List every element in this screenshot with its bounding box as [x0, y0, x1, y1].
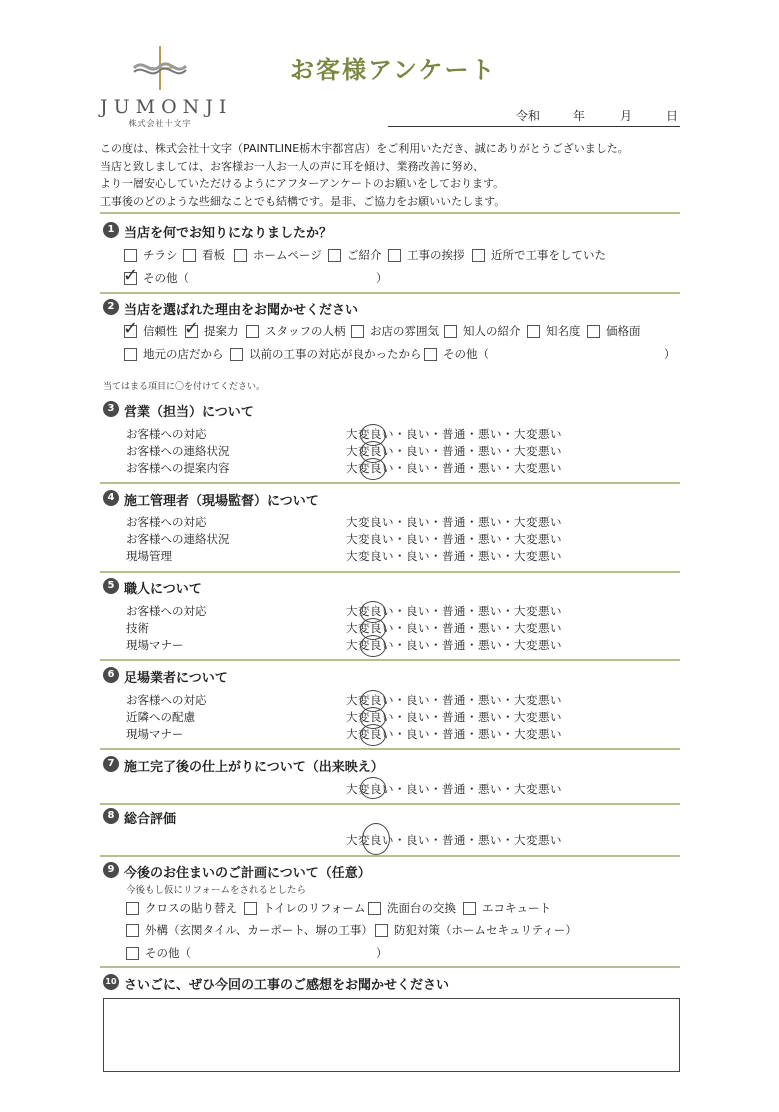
section-number-badge: 8 [103, 808, 119, 824]
intro-line: この度は、株式会社十文字（PAINTLINE栃木宇都宮店）をご利用いただき、誠にありがとうございました。 [100, 142, 629, 155]
comment-textarea[interactable] [103, 998, 680, 1072]
q9-subtitle: 今後もし仮にリフォームをされるとしたら [126, 885, 307, 896]
q3-rating-scale[interactable]: 大変良い・良い・普通・悪い・大変悪い [346, 461, 562, 475]
q5-rating-scale[interactable]: 大変良い・良い・普通・悪い・大変悪い [346, 638, 562, 652]
section-number-badge: 10 [103, 974, 119, 990]
q5-title: 職人について [124, 582, 202, 597]
divider [100, 966, 680, 968]
checkbox[interactable] [126, 924, 139, 937]
intro-line: より一層安心していただけるようにアフターアンケートのお願いをしております。 [100, 177, 505, 190]
q2-option-previous-work[interactable]: 以前の工事の対応が良かったから [230, 346, 422, 362]
q9-option-other[interactable]: その他（ [126, 945, 191, 961]
q3-row-label: お客様への対応 [126, 427, 207, 441]
checkbox[interactable] [463, 902, 476, 915]
q9-other-close: ） [376, 946, 388, 960]
q4-row-label: お客様への連絡状況 [126, 532, 230, 546]
q2-option-price[interactable]: 価格面 [587, 323, 641, 339]
q7-rating-scale[interactable]: 大変良い・良い・普通・悪い・大変悪い [346, 782, 562, 796]
section-number-badge: 3 [103, 401, 119, 417]
q6-title: 足場業者について [124, 671, 228, 686]
q8-title: 総合評価 [124, 812, 177, 827]
divider [100, 748, 680, 750]
checkbox[interactable] [244, 902, 257, 915]
section-number-badge: 9 [103, 862, 119, 878]
page-title: お客様アンケート [290, 56, 497, 84]
q9-option-wallpaper[interactable]: クロスの貼り替え [126, 900, 237, 916]
checkbox-checked[interactable] [123, 264, 139, 286]
q4-row-label: お客様への対応 [126, 515, 207, 529]
q6-row-label: 現場マナー [126, 727, 184, 741]
q8-rating-scale[interactable]: 大変良い・良い・普通・悪い・大変悪い [346, 833, 562, 847]
q9-option-exterior[interactable]: 外構（玄関タイル、カーポート、塀の工事） [126, 922, 373, 938]
date-year-label: 年 [573, 109, 586, 123]
q9-option-washbasin[interactable]: 洗面台の交換 [368, 900, 456, 916]
q4-rating-scale[interactable]: 大変良い・良い・普通・悪い・大変悪い [346, 532, 562, 546]
checkmark-icon: ✓ [184, 317, 200, 339]
q4-title: 施工管理者（現場監督）について [124, 494, 319, 509]
section-number-badge: 5 [103, 578, 119, 594]
checkbox[interactable] [388, 249, 401, 262]
q6-row-label: お客様への対応 [126, 693, 207, 707]
q1-option-signboard[interactable]: 看板 [183, 247, 225, 263]
intro-text [100, 140, 700, 210]
q1-option-neighborhood[interactable]: 近所で工事をしていた [472, 247, 606, 263]
section-number-badge: 7 [103, 756, 119, 772]
q6-rating-scale[interactable]: 大変良い・良い・普通・悪い・大変悪い [346, 710, 562, 724]
q6-rating-scale[interactable]: 大変良い・良い・普通・悪い・大変悪い [346, 693, 562, 707]
section-number-badge: 2 [103, 299, 119, 315]
q2-option-name-recognition[interactable]: 知名度 [527, 323, 581, 339]
checkbox[interactable] [587, 325, 600, 338]
q2-other-close: ） [664, 347, 676, 361]
checkmark-icon: ✓ [123, 264, 139, 286]
divider [100, 659, 680, 661]
q1-option-homepage[interactable]: ホームページ [234, 247, 322, 263]
q4-row-label: 現場管理 [126, 549, 172, 563]
section-number-badge: 4 [103, 490, 119, 506]
logo-company-name: 株式会社十文字 [128, 119, 192, 128]
q2-option-atmosphere[interactable]: お店の雰囲気 [351, 323, 439, 339]
q1-option-greeting[interactable]: 工事の挨拶 [388, 247, 465, 263]
checkbox[interactable] [444, 325, 457, 338]
date-field[interactable] [388, 104, 680, 127]
divider [100, 803, 680, 805]
q4-rating-scale[interactable]: 大変良い・良い・普通・悪い・大変悪い [346, 515, 562, 529]
q1-option-flyer[interactable]: チラシ [124, 247, 178, 263]
checkbox[interactable] [246, 325, 259, 338]
date-month-label: 月 [620, 109, 633, 123]
q10-title: さいごに、ぜひ今回の工事のご感想をお聞かせください [124, 978, 450, 993]
q2-option-proposal[interactable]: ✓ 提案力 [184, 317, 239, 339]
divider [100, 482, 680, 484]
q1-title: 当店を何でお知りになりましたか？ [124, 226, 333, 241]
q6-row-label: 近隣への配慮 [126, 710, 195, 724]
checkbox[interactable] [124, 249, 137, 262]
checkbox[interactable] [234, 249, 247, 262]
date-day-label: 日 [666, 109, 679, 123]
checkbox[interactable] [527, 325, 540, 338]
divider [100, 855, 680, 857]
logo-wordmark: JUMONJI [100, 96, 233, 118]
q5-row-label: 現場マナー [126, 638, 184, 652]
rating-circle-mark [360, 635, 386, 657]
checkbox-checked[interactable] [184, 317, 200, 339]
section-number-badge: 6 [103, 667, 119, 683]
q9-option-ecocute[interactable]: エコキュート [463, 900, 551, 916]
q2-option-reliability[interactable]: ✓ 信頼性 [123, 317, 178, 339]
q5-rating-scale[interactable]: 大変良い・良い・普通・悪い・大変悪い [346, 604, 562, 618]
q9-option-security[interactable]: 防犯対策（ホームセキュリティー） [375, 922, 577, 938]
q2-option-staff[interactable]: スタッフの人柄 [246, 323, 346, 339]
q7-title: 施工完了後の仕上がりについて（出来映え） [124, 760, 384, 775]
q9-option-toilet[interactable]: トイレのリフォーム [244, 900, 365, 916]
checkbox[interactable] [351, 325, 364, 338]
checkbox-checked[interactable] [123, 317, 139, 339]
divider [100, 212, 680, 214]
checkbox[interactable] [126, 947, 139, 960]
section-number-badge: 1 [103, 222, 119, 238]
q2-option-other[interactable]: その他（ [424, 346, 489, 362]
divider [100, 571, 680, 573]
intro-line: 当店と致しましては、お客様お一人お一人の声に耳を傾け、業務改善に努め、 [100, 159, 485, 173]
intro-line: 工事後のどのような些細なことでも結構です。是非、ご協力をお願いいたします。 [100, 194, 506, 208]
divider [100, 292, 680, 294]
q2-option-acquaintance[interactable]: 知人の紹介 [444, 323, 521, 339]
rating-circle-mark [360, 777, 386, 799]
checkbox[interactable] [328, 249, 341, 262]
date-era-label: 令和 [516, 109, 541, 123]
q1-option-other[interactable]: ✓ その他（ [123, 264, 189, 286]
q1-other-close: ） [376, 271, 388, 285]
checkbox[interactable] [368, 902, 381, 915]
rating-circle-mark [360, 724, 386, 746]
checkbox[interactable] [230, 348, 243, 361]
rating-circle-mark [362, 823, 390, 855]
q3-row-label: お客様への連絡状況 [126, 444, 230, 458]
q5-row-label: 技術 [126, 621, 149, 635]
q1-option-referral[interactable]: ご紹介 [328, 247, 382, 263]
q3-rating-scale[interactable]: 大変良い・良い・普通・悪い・大変悪い [346, 444, 562, 458]
checkbox[interactable] [126, 902, 139, 915]
q3-row-label: お客様への提案内容 [126, 461, 230, 475]
checkbox[interactable] [472, 249, 485, 262]
instruction-note: 当てはまる項目に〇を付けてください。 [103, 382, 266, 392]
q3-title: 営業（担当）について [124, 405, 254, 420]
q4-rating-scale[interactable]: 大変良い・良い・普通・悪い・大変悪い [346, 549, 562, 563]
q3-rating-scale[interactable]: 大変良い・良い・普通・悪い・大変悪い [346, 427, 562, 441]
q9-title: 今後のお住まいのご計画について（任意） [124, 866, 371, 881]
checkbox[interactable] [183, 249, 196, 262]
q2-title: 当店を選ばれた理由をお聞かせください [124, 303, 359, 318]
q5-row-label: お客様への対応 [126, 604, 207, 618]
checkbox[interactable] [424, 348, 437, 361]
checkbox[interactable] [375, 924, 388, 937]
q6-rating-scale[interactable]: 大変良い・良い・普通・悪い・大変悪い [346, 727, 562, 741]
checkbox[interactable] [124, 348, 137, 361]
q5-rating-scale[interactable]: 大変良い・良い・普通・悪い・大変悪い [346, 621, 562, 635]
rating-circle-mark [360, 458, 386, 480]
checkmark-icon: ✓ [123, 317, 139, 339]
q2-option-local[interactable]: 地元の店だから [124, 346, 224, 362]
